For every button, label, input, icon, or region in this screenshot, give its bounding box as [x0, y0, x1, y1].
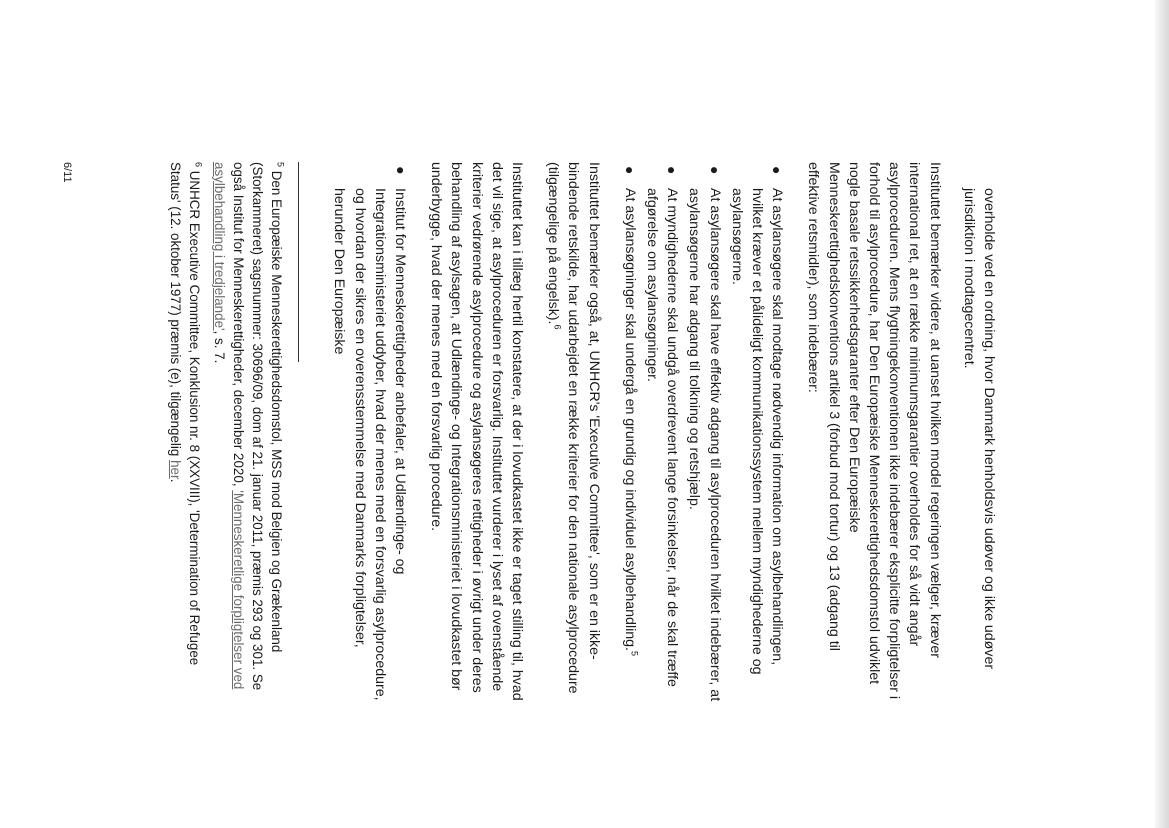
list-item: ● At asylansøgninger skal undergå en grundig og individuel asylbehandling.$^5$	[620, 162, 640, 702]
paragraph-assessment: Instituttet kan i tillæg hertil konstatere, at der i lovudkastet ikke er taget stilling til, hvad det vil sige, at asylproceduren er forsvarlig. Instituttet vurderer i lyset af ovenstående kriterier vedrørende asylprocedure og asylansøgeres rettigheder i øvrigt under deres behandling af asylsagen, at Udlændinge- og Integrationsministeriet i lovudkastet bør underbygge, hvad der menes med en forsvarlig procedure.	[428, 162, 525, 701]
footnote-5: $^5$ Den Europæiske Menneskerettighedsdomstol, MSS mod Belgien og Grækenland (Storkammeret) sagsnummer: 30696/09, dom af 21. januar 2011, præmis 293 og 301. Se også Institut for Menneskerettigheder, december 2020, 'Menneskeretlige forpligtelser ved asylbehandling i tredjelande', s. 7.	[212, 162, 286, 691]
paragraph-minimum-guarantees: Instituttet bemærker videre, at uanset hvilken model regeringen vælger, kræver international ret, at en række minimumsgarantier overholdes for så vidt angår asylproceduren. Mens flygtningekonventionen ikke indebærer eksplicitte forpligtelser i forhold til asylprocedure, har Den Europæiske Menneskerettighedsdomstol udviklet nogle basale retssikkerhedsgaranter efter Den Europæiske Menneskerettighedskonventions artikel 3 (forbud mod tortur) og 13 (adgang til effektive retsmidler), som indebærer:	[805, 162, 943, 700]
footnote-ref[interactable]: 6	[552, 324, 563, 330]
list-item: ● At myndighederne skal undgå overdrevent lange forsinkelser, når de skal træffe afgørelse om asylansøgninger.	[643, 166, 681, 687]
footnote-6: $^6$ UNHCR Executive Committee, Konklusion nr. 8 (XXVIII), 'Determination of Refugee Status' (12. oktober 1977) præmis (e), tilgængelig her.	[168, 162, 204, 666]
document-body	[160, 162, 999, 702]
bullet-icon: ●	[664, 166, 681, 175]
bullet-icon: ●	[706, 166, 723, 175]
list-item: ● At asylansøgere skal modtage nødvendig information om asylbehandlingen, hvilket kræver et pålideligt kommunikationssystem mellem myndighederne og asylansøgerne.	[728, 166, 786, 675]
list-item: ● At asylansøgere skal have effektiv adgang til asylproceduren hvilket indebærer, at asylansøgerne har adgang til tolkning og retshjælp.	[686, 166, 723, 702]
footnote-ref[interactable]: 5	[629, 650, 640, 656]
bullet-icon: ●	[769, 166, 786, 175]
footnote-divider	[298, 162, 299, 362]
paragraph-unhcr: Instituttet bemærker også, at, UNHCR's 'Executive Committee', som er en ikke-bindende retskilde, har udarbejdet en række kriterier for den nationale asylprocedure (tilgængelige på engelsk).$^6$	[545, 162, 602, 694]
bullet-icon: ●	[621, 166, 638, 175]
bullet-icon: ●	[391, 166, 408, 175]
scan-edge	[1155, 0, 1169, 828]
footnotes	[166, 162, 286, 702]
recommendation: ● Institut for Menneskerettigheder anbefaler, at Udlændinge- og Integrationsministeriet uddyber, hvad der menes med en forsvarlig asylprocedure, og hvordan der sikres en overensstemmelse med Danmarks forpligtelser, herunder Den Europæiske	[331, 166, 408, 701]
footnote-link[interactable]: her	[168, 460, 184, 479]
footnote-link[interactable]: 'Menneskeretlige forpligtelser ved asylbehandling i tredjelande'	[212, 162, 247, 690]
page-number: 6/11	[61, 162, 73, 183]
guarantees-list	[620, 162, 788, 702]
intro-continuation: overholde ved en ordning, hvor Danmark henholdsvis udøver og ikke udøver jurisdiktion i modtagecentret.	[960, 188, 997, 670]
